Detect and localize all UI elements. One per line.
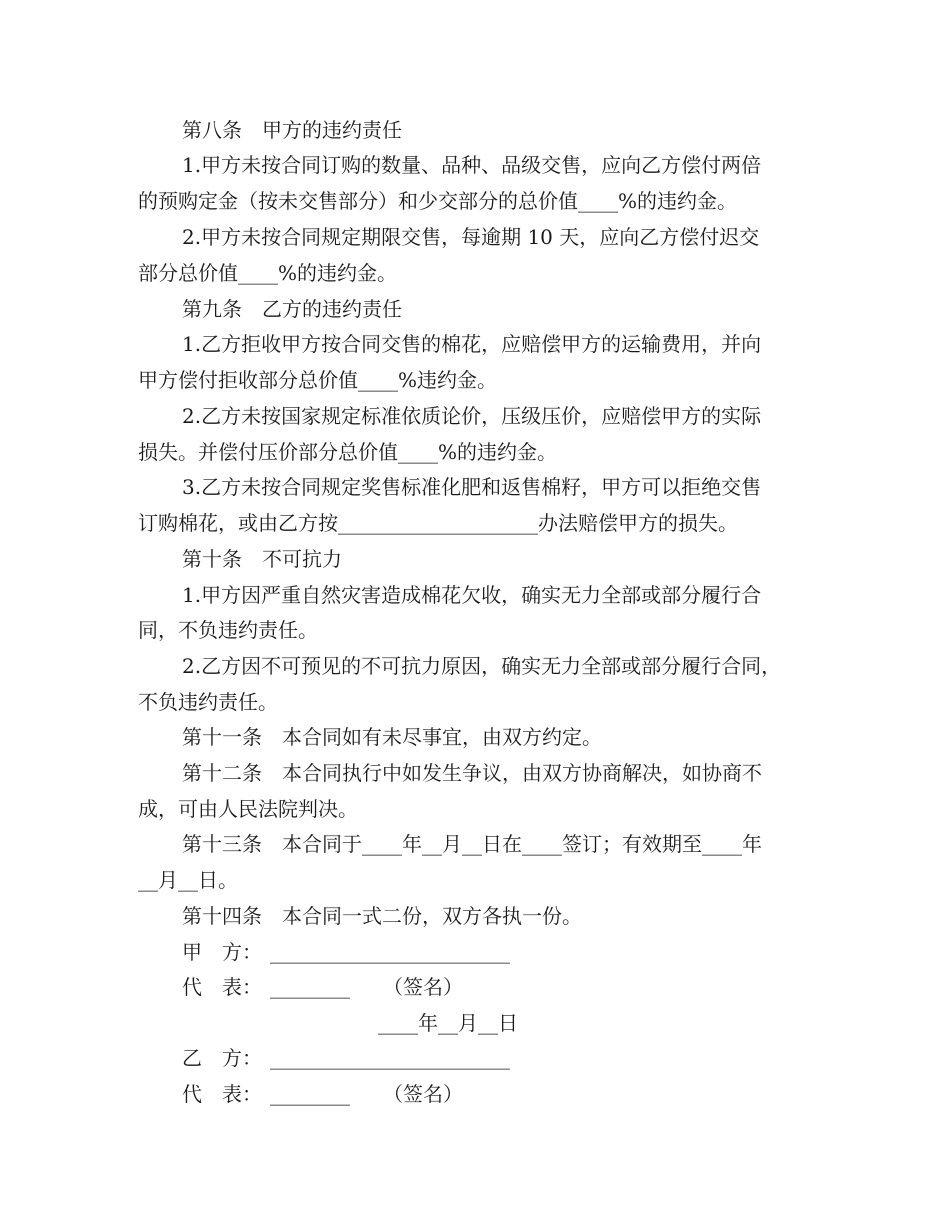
rep-b-label: 代 表： [182, 1082, 262, 1106]
article-11: 第十一条 本合同如有未尽事宜，由双方约定。 [182, 725, 602, 749]
article-8-item-1-cont: 的预购定金（按未交售部分）和少交部分的总价值____%的违约金。 [138, 189, 738, 213]
rep-a-label: 代 表： [182, 975, 262, 999]
article-9-item-3-cont: 订购棉花，或由乙方按____________________办法赔偿甲方的损失。 [138, 511, 738, 535]
rep-a-sign-note: （签名） [383, 975, 463, 999]
article-9-item-1: 1.乙方拒收甲方按合同交售的棉花，应赔偿甲方的运输费用，并向 [182, 332, 762, 356]
party-b-blank[interactable]: ________________________ [270, 1046, 510, 1070]
article-12: 第十二条 本合同执行中如发生争议，由双方协商解决，如协商不 [182, 761, 762, 785]
article-10-item-2-cont: 不负违约责任。 [138, 690, 278, 714]
party-b-label: 乙 方： [182, 1046, 262, 1070]
article-13-cont: __月__日。 [138, 868, 238, 892]
article-8-item-1: 1.甲方未按合同订购的数量、品种、品级交售，应向乙方偿付两倍 [182, 153, 762, 177]
rep-b-blank[interactable]: ________ [270, 1082, 350, 1106]
party-a-label: 甲 方： [182, 940, 262, 964]
article-9-heading: 第九条 乙方的违约责任 [182, 297, 402, 321]
article-10-item-2: 2.乙方因不可预见的不可抗力原因，确实无力全部或部分履行合同， [182, 654, 782, 678]
rep-b-sign-note: （签名） [383, 1082, 463, 1106]
article-14: 第十四条 本合同一式二份，双方各执一份。 [182, 904, 582, 928]
article-9-item-3: 3.乙方未按合同规定奖售标准化肥和返售棉籽，甲方可以拒绝交售 [182, 475, 762, 499]
rep-a-blank[interactable]: ________ [270, 975, 350, 999]
article-10-item-1-cont: 同，不负违约责任。 [138, 618, 318, 642]
article-8-heading: 第八条 甲方的违约责任 [182, 118, 402, 142]
article-12-cont: 成，可由人民法院判决。 [138, 797, 358, 821]
article-9-item-2: 2.乙方未按国家规定标准依质论价，压级压价，应赔偿甲方的实际 [182, 404, 762, 428]
article-9-item-2-cont: 损失。并偿付压价部分总价值____%的违约金。 [138, 440, 558, 464]
article-10-item-1: 1.甲方因严重自然灾害造成棉花欠收，确实无力全部或部分履行合 [182, 583, 762, 607]
date-a: ____年__月__日 [378, 1011, 518, 1035]
party-a-blank[interactable]: ________________________ [270, 940, 510, 964]
article-13: 第十三条 本合同于____年__月__日在____签订；有效期至____年 [182, 832, 762, 856]
article-8-item-2-cont: 部分总价值____%的违约金。 [138, 261, 398, 285]
article-8-item-2: 2.甲方未按合同规定期限交售，每逾期 10 天，应向乙方偿付迟交 [182, 225, 760, 249]
article-10-heading: 第十条 不可抗力 [182, 547, 342, 571]
article-9-item-1-cont: 甲方偿付拒收部分总价值____%违约金。 [138, 368, 498, 392]
